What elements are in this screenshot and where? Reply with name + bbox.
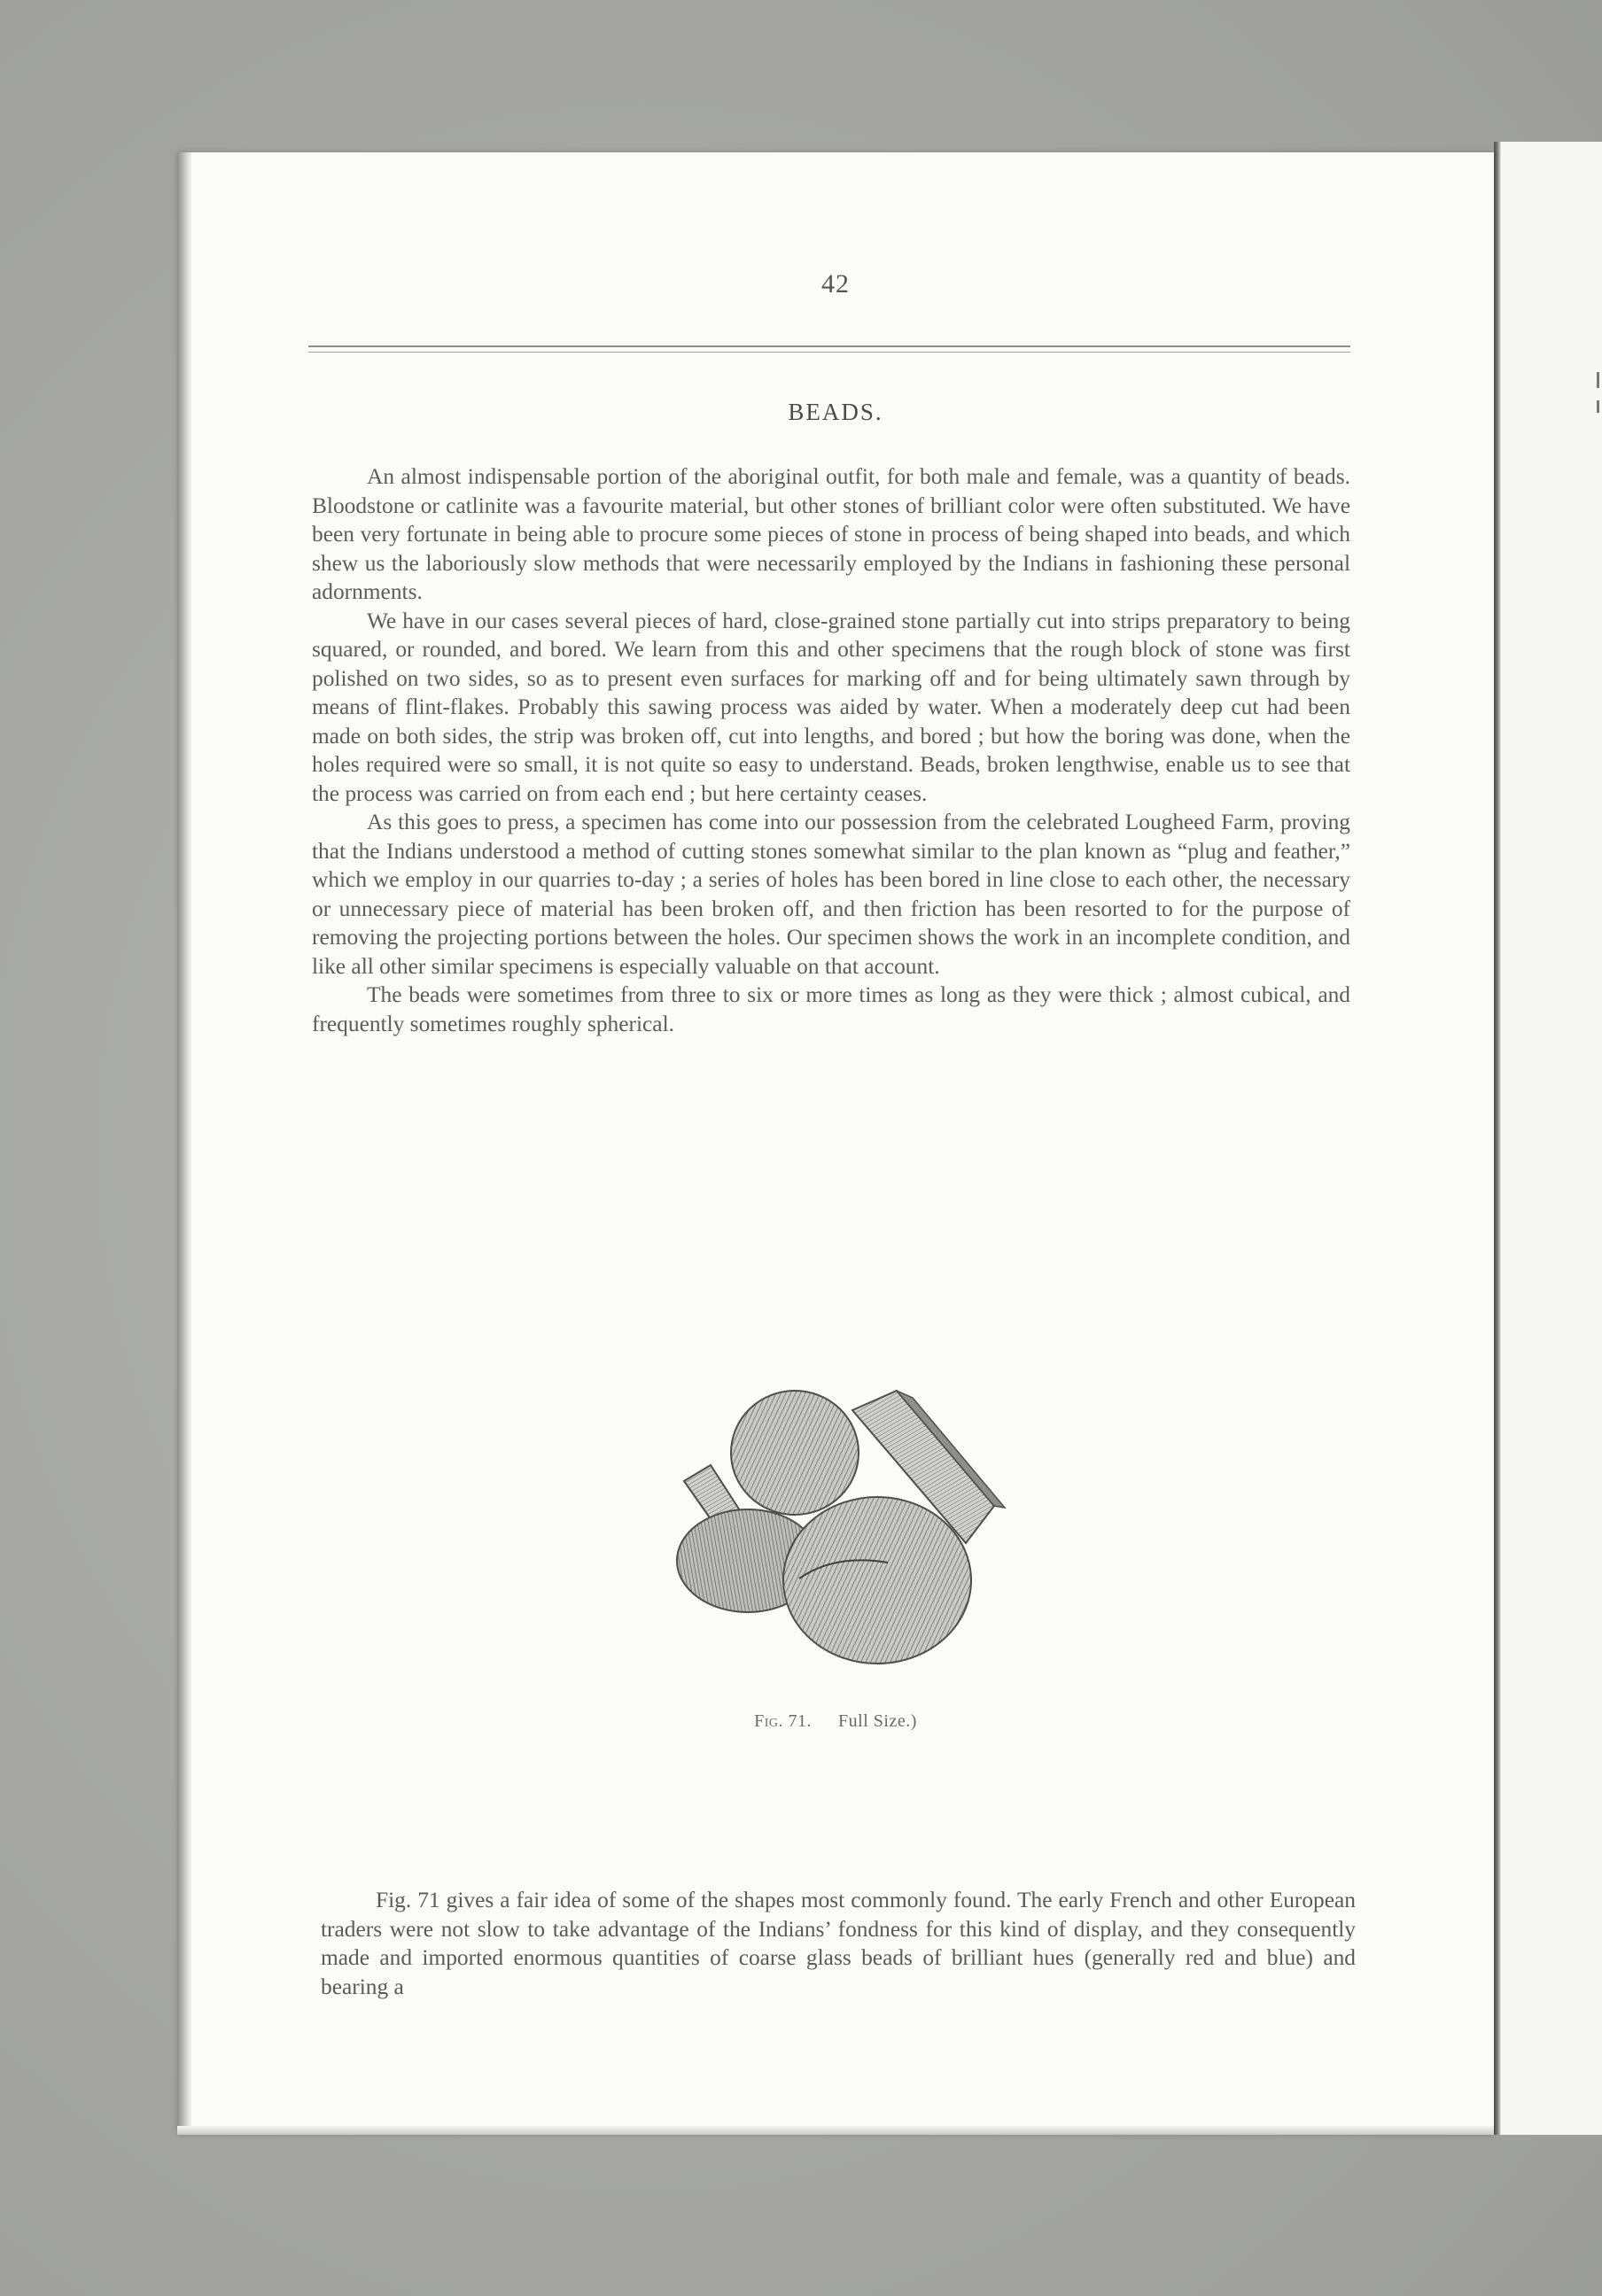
- closing-text: [321, 1886, 1356, 2001]
- header-rule-secondary: [308, 352, 1350, 353]
- adjacent-page-edge: [1494, 142, 1602, 2135]
- section-title: BEADS.: [788, 399, 883, 425]
- page-spine-shadow: [177, 152, 191, 2135]
- book-gutter: [1494, 142, 1501, 2135]
- adjacent-page-glyph: [1597, 372, 1599, 388]
- page-number: 42: [821, 269, 850, 299]
- paragraph: We have in our cases several pieces of hard, close-grained stone partially cut into strips preparatory to being squared, or rounded, and bored. We learn from this and other specimens that the rough block of stone was first polished on two sides, so as to present even surfaces for marking off and for being ultimately sawn through by means of flint-flakes. Probably this sawing process was aided by water. When a moderately deep cut had been made on both sides, the strip was broken off, cut into lengths, and bored ; but how the boring was done, when the holes required were so small, it is not quite so easy to understand. Beads, broken lengthwise, enable us to see that the process was carried on from each end ; but here certainty ceases.: [312, 608, 1350, 806]
- paragraph: The beads were sometimes from three to six or more times as long as they were thick ; almost cubical, and frequently sometimes roughly spherical.: [312, 982, 1350, 1036]
- body-text: [312, 462, 1350, 1038]
- paragraph: Fig. 71 gives a fair idea of some of the shapes most commonly found. The early French and other European traders were not slow to take advantage of the Indians’ fondness for this kind of display, and they consequently made and imported enormous quantities of coarse glass beads of brilliant hues (generally red and blue) and bearing a: [321, 1888, 1356, 1999]
- bead-round-upper: [731, 1391, 859, 1515]
- beads-illustration: [675, 1357, 1012, 1694]
- figure-caption-text: Full Size.): [838, 1711, 917, 1731]
- header-rule: [308, 345, 1350, 347]
- bead-large-lower: [783, 1497, 971, 1664]
- figure-caption: [177, 1711, 1494, 1732]
- page-bottom-edge: [177, 2126, 1494, 2135]
- paragraph: As this goes to press, a specimen has come into our possession from the celebrated Lougheed Farm, proving that the Indians understood a method of cutting stones somewhat similar to the plan known as “plug and feather,” which we employ in our quarries to-day ; a series of holes has been bored in line close to each other, the necessary or unnecessary piece of material has been broken off, and then friction has been resorted to for the purpose of removing the projecting portions between the holes. Our specimen shows the work in an incomplete condition, and like all other similar specimens is especially valuable on that account.: [312, 810, 1350, 979]
- adjacent-page-glyph: [1597, 400, 1599, 413]
- book-page: [177, 152, 1494, 2135]
- figure-label: Fig. 71.: [754, 1711, 813, 1731]
- paragraph: An almost indispensable portion of the aboriginal outfit, for both male and female, was a quantity of beads. Bloodstone or catlinite was a favourite material, but other stones of brilliant color were often substituted. We have been very fortunate in being able to procure some pieces of stone in process of being shaped into beads, and which shew us the laboriously slow methods that were necessarily employed by the Indians in fashioning these personal adornments.: [312, 464, 1350, 604]
